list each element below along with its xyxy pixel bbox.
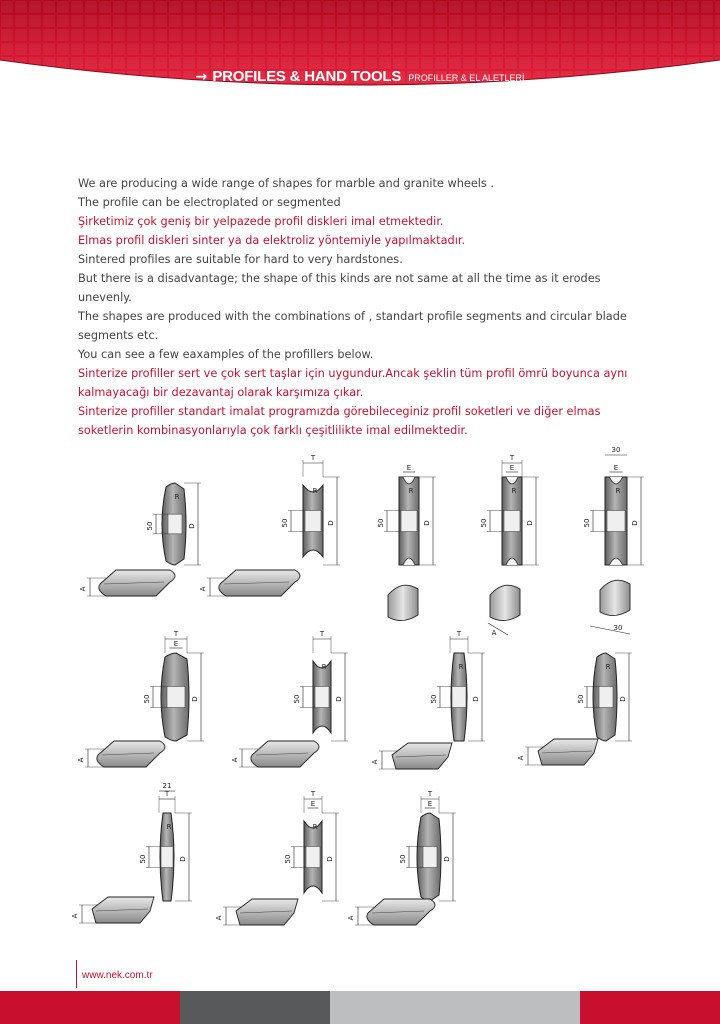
paragraph-turkish: Sinterize profiller standart imalat programızda görebileceginiz profil soketleri ve diğer elmas soketlerin kombinasyonlarıyla çok farklı çeşitlilikte imal edilmektedir. bbox=[78, 405, 601, 437]
wheel-bore bbox=[599, 686, 613, 707]
label-a: A bbox=[231, 757, 239, 763]
label-r: R bbox=[511, 487, 517, 495]
label-50: 50 bbox=[583, 518, 591, 528]
label-r: R bbox=[174, 493, 180, 501]
wheel-bore bbox=[168, 514, 182, 534]
label-a: A bbox=[77, 757, 85, 763]
wheel-bore bbox=[401, 510, 417, 531]
paragraph-turkish: Şirketimiz çok geniş bir yelpazede profil diskleri imal etmektedir. bbox=[78, 215, 444, 228]
section-subtitle: PROFILLER & EL ALETLERİ bbox=[408, 73, 525, 83]
label-d: D bbox=[188, 523, 196, 529]
footer-divider bbox=[76, 960, 77, 988]
label-50: 50 bbox=[399, 854, 407, 864]
dimension-line-30 bbox=[590, 626, 630, 634]
label-d: D bbox=[335, 696, 343, 702]
label-top-dim: 30 bbox=[611, 446, 621, 454]
label-e: E bbox=[173, 640, 179, 648]
paragraph: But there is a disadvantage; the shape of this kinds are not same at all the time as it erodes unevenly. bbox=[78, 272, 601, 304]
profile-drawings-svg bbox=[0, 446, 720, 955]
label-d: D bbox=[526, 520, 534, 526]
paragraph: The profile can be electroplated or segmented bbox=[78, 196, 341, 209]
label-r: R bbox=[408, 487, 414, 495]
label-r: R bbox=[312, 487, 318, 495]
label-a: A bbox=[371, 759, 379, 765]
label-d: D bbox=[327, 520, 335, 526]
wheel-bore bbox=[423, 846, 437, 867]
label-50: 50 bbox=[143, 694, 151, 704]
label-d: D bbox=[472, 696, 480, 702]
label-t: T bbox=[310, 790, 316, 798]
label-a: A bbox=[491, 629, 497, 637]
label-r: R bbox=[321, 663, 327, 671]
label-a: A bbox=[347, 915, 355, 921]
block-segment bbox=[600, 580, 630, 615]
label-d: D bbox=[619, 696, 627, 702]
block-segment bbox=[388, 585, 418, 620]
label-50: 50 bbox=[430, 694, 438, 704]
label-d: D bbox=[326, 856, 334, 862]
footer-color-bars bbox=[0, 991, 720, 1024]
label-50: 50 bbox=[377, 518, 385, 528]
paragraph: The shapes are produced with the combinations of , standart profile segments and circular blade segments etc. bbox=[78, 310, 627, 342]
paragraph-turkish: Sinterize profiller sert ve çok sert taşlar için uygundur.Ancak şeklin tüm profil ömrü boyunca aynı kalmayacağı bir dezavantaj olarak karşımıza çıkar. bbox=[78, 367, 628, 399]
arrow-right-icon: → bbox=[195, 69, 208, 85]
intro-text bbox=[78, 174, 638, 440]
label-r: R bbox=[605, 663, 611, 671]
wheel-bore bbox=[306, 846, 320, 867]
header-title bbox=[0, 66, 720, 85]
wheel-bore bbox=[167, 686, 185, 707]
label-d: D bbox=[443, 856, 451, 862]
page-header bbox=[0, 0, 720, 100]
wheel-bore bbox=[161, 846, 173, 867]
label-top-dim: 21 bbox=[162, 782, 172, 790]
label-50: 50 bbox=[146, 521, 154, 531]
label-50: 50 bbox=[480, 518, 488, 528]
footer-url[interactable]: www.nek.com.tr bbox=[82, 970, 153, 981]
label-r: R bbox=[312, 823, 318, 831]
label-e: E bbox=[427, 800, 433, 808]
block-segment bbox=[490, 585, 520, 620]
paragraph: You can see a few eaxamples of the profillers below. bbox=[78, 348, 374, 361]
paragraph: We are producing a wide range of shapes for marble and granite wheels . bbox=[78, 177, 494, 190]
label-a: A bbox=[517, 755, 525, 761]
label-t: T bbox=[509, 454, 515, 462]
label-a: A bbox=[71, 913, 79, 919]
wheel-bore bbox=[607, 510, 625, 531]
footer-bar bbox=[330, 991, 580, 1024]
label-50: 50 bbox=[139, 854, 147, 864]
paragraph-turkish: Elmas profil diskleri sinter ya da elektroliz yöntemiyle yapılmaktadır. bbox=[78, 234, 466, 247]
footer-bar bbox=[0, 991, 180, 1024]
wheel-bore bbox=[452, 686, 466, 707]
label-30: 30 bbox=[613, 624, 623, 632]
wheel-bore bbox=[315, 686, 329, 707]
wheel-bore bbox=[504, 510, 520, 531]
footer-bar bbox=[180, 991, 330, 1024]
label-e: E bbox=[310, 800, 316, 808]
label-a: A bbox=[215, 915, 223, 921]
profile-drawings bbox=[0, 446, 720, 955]
label-50: 50 bbox=[577, 694, 585, 704]
label-t: T bbox=[427, 790, 433, 798]
label-t: T bbox=[319, 630, 325, 638]
label-r: R bbox=[458, 663, 464, 671]
label-e: E bbox=[509, 464, 515, 472]
label-d: D bbox=[631, 520, 639, 526]
label-a: A bbox=[79, 586, 87, 592]
label-t: T bbox=[173, 630, 179, 638]
footer-bar bbox=[580, 991, 720, 1024]
label-d: D bbox=[191, 696, 199, 702]
paragraph: Sintered profiles are suitable for hard to very hardstones. bbox=[78, 253, 403, 266]
label-t: T bbox=[164, 790, 170, 798]
label-r: R bbox=[615, 487, 621, 495]
wheel-bore bbox=[305, 510, 321, 531]
label-d: D bbox=[179, 856, 187, 862]
label-e: E bbox=[406, 464, 412, 472]
label-50: 50 bbox=[293, 694, 301, 704]
label-a: A bbox=[199, 586, 207, 592]
label-50: 50 bbox=[281, 518, 289, 528]
label-r: R bbox=[166, 823, 172, 831]
label-e: E bbox=[613, 464, 619, 472]
label-t: T bbox=[310, 454, 316, 462]
label-50: 50 bbox=[284, 854, 292, 864]
label-t: T bbox=[456, 630, 462, 638]
header-banner bbox=[0, 0, 720, 100]
label-d: D bbox=[423, 520, 431, 526]
section-title: PROFILES & HAND TOOLS bbox=[212, 68, 402, 85]
